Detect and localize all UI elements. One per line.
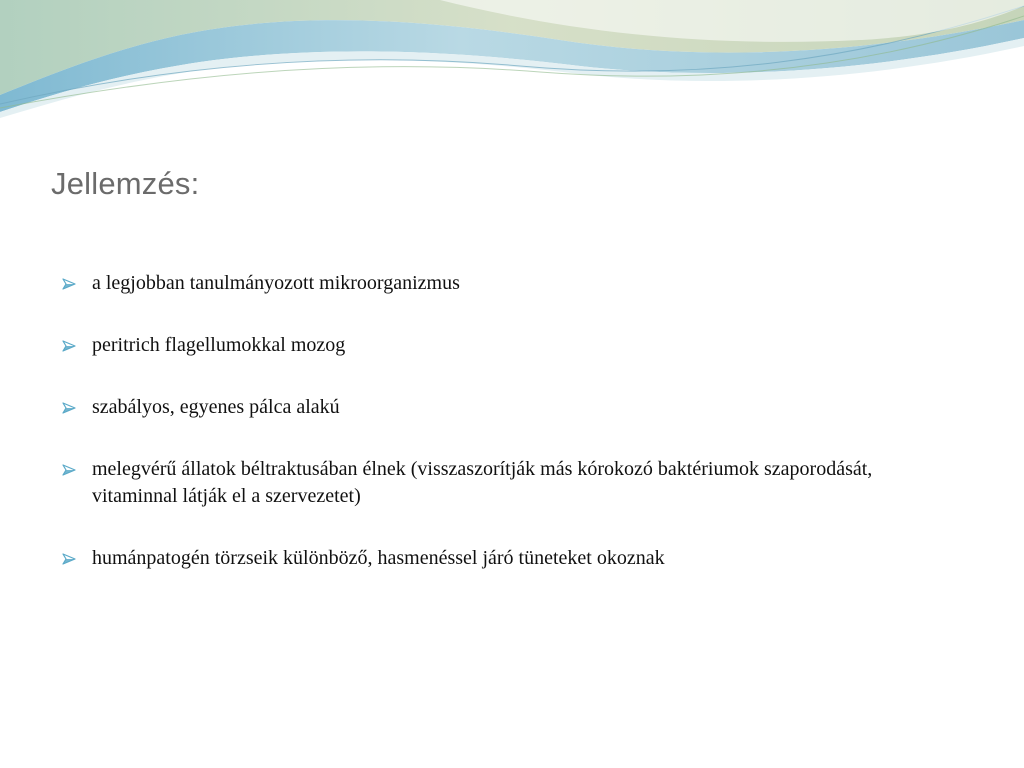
bullet-text: melegvérű állatok béltraktusában élnek (visszaszorítják más kórokozó baktériumok szaporodását, vitaminnal látják el a szervezetet) xyxy=(92,458,873,507)
bullet-text: humánpatogén törzseik különböző, hasmenéssel járó tüneteket okoznak xyxy=(92,547,665,569)
bullet-text: peritrich flagellumokkal mozog xyxy=(92,334,346,356)
list-item xyxy=(62,456,962,510)
list-item xyxy=(62,545,962,572)
bullet-list xyxy=(62,270,962,607)
arrow-bullet-icon xyxy=(62,464,76,476)
arrow-bullet-icon xyxy=(62,340,76,352)
list-item xyxy=(62,270,962,297)
bullet-text: szabályos, egyenes pálca alakú xyxy=(92,396,340,418)
decorative-wave-banner xyxy=(0,0,1024,130)
list-item xyxy=(62,332,962,359)
list-item xyxy=(62,394,962,421)
slide-title: Jellemzés: xyxy=(51,166,200,201)
bullet-text: a legjobban tanulmányozott mikroorganizmus xyxy=(92,272,460,294)
arrow-bullet-icon xyxy=(62,402,76,414)
arrow-bullet-icon xyxy=(62,553,76,565)
arrow-bullet-icon xyxy=(62,278,76,290)
